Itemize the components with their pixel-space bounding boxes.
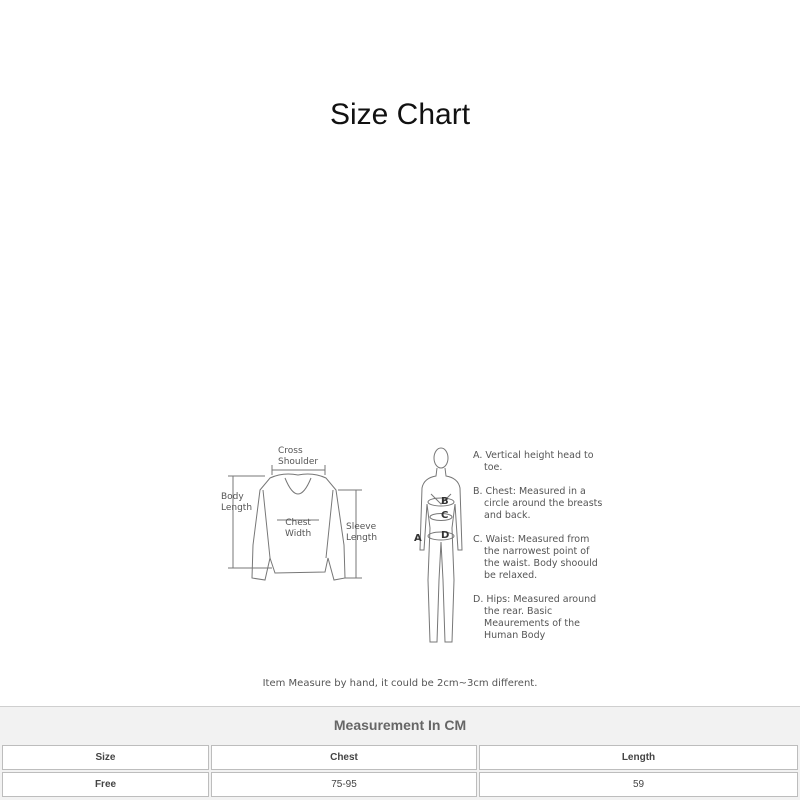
table-row <box>2 772 798 797</box>
measure-footnote: Item Measure by hand, it could be 2cm~3cm different. <box>262 678 538 689</box>
cell-length: 59 <box>479 772 798 797</box>
size-grid <box>0 743 800 799</box>
page-title: Size Chart <box>329 98 471 131</box>
table-header-row <box>2 745 798 770</box>
measurement-diagram <box>0 430 800 700</box>
column-header-size: Size <box>2 745 209 770</box>
measurement-notes <box>473 450 603 654</box>
marker-b: B <box>441 496 449 507</box>
note-b: B. Chest: Measured in a circle around the breasts and back. <box>473 486 603 521</box>
figure-head <box>434 448 448 468</box>
body-length-label: Body Length <box>221 492 253 513</box>
chest-width-label: Chest Width <box>285 518 312 539</box>
measurement-illustration <box>0 430 800 700</box>
cell-chest: 75-95 <box>211 772 477 797</box>
marker-a: A <box>414 533 422 544</box>
note-c: C. Waist: Measured from the narrowest point of the waist. Body shoould be relaxed. <box>473 534 598 581</box>
note-a: A. Vertical height head to toe. <box>473 450 594 473</box>
marker-c: C <box>441 510 449 521</box>
marker-d: D <box>441 530 450 541</box>
garment-neckline <box>285 478 311 494</box>
note-d: D. Hips: Measured around the rear. Basic Meaurements of the Human Body <box>473 594 597 641</box>
sleeve-length-label: Sleeve Length <box>346 522 378 543</box>
cross-shoulder-label: Cross Shoulder <box>278 446 319 467</box>
table-heading: Measurement In CM <box>0 706 800 742</box>
size-table <box>0 706 800 800</box>
figure-body <box>420 468 462 642</box>
column-header-chest: Chest <box>211 745 477 770</box>
column-header-length: Length <box>479 745 798 770</box>
cell-size: Free <box>2 772 209 797</box>
